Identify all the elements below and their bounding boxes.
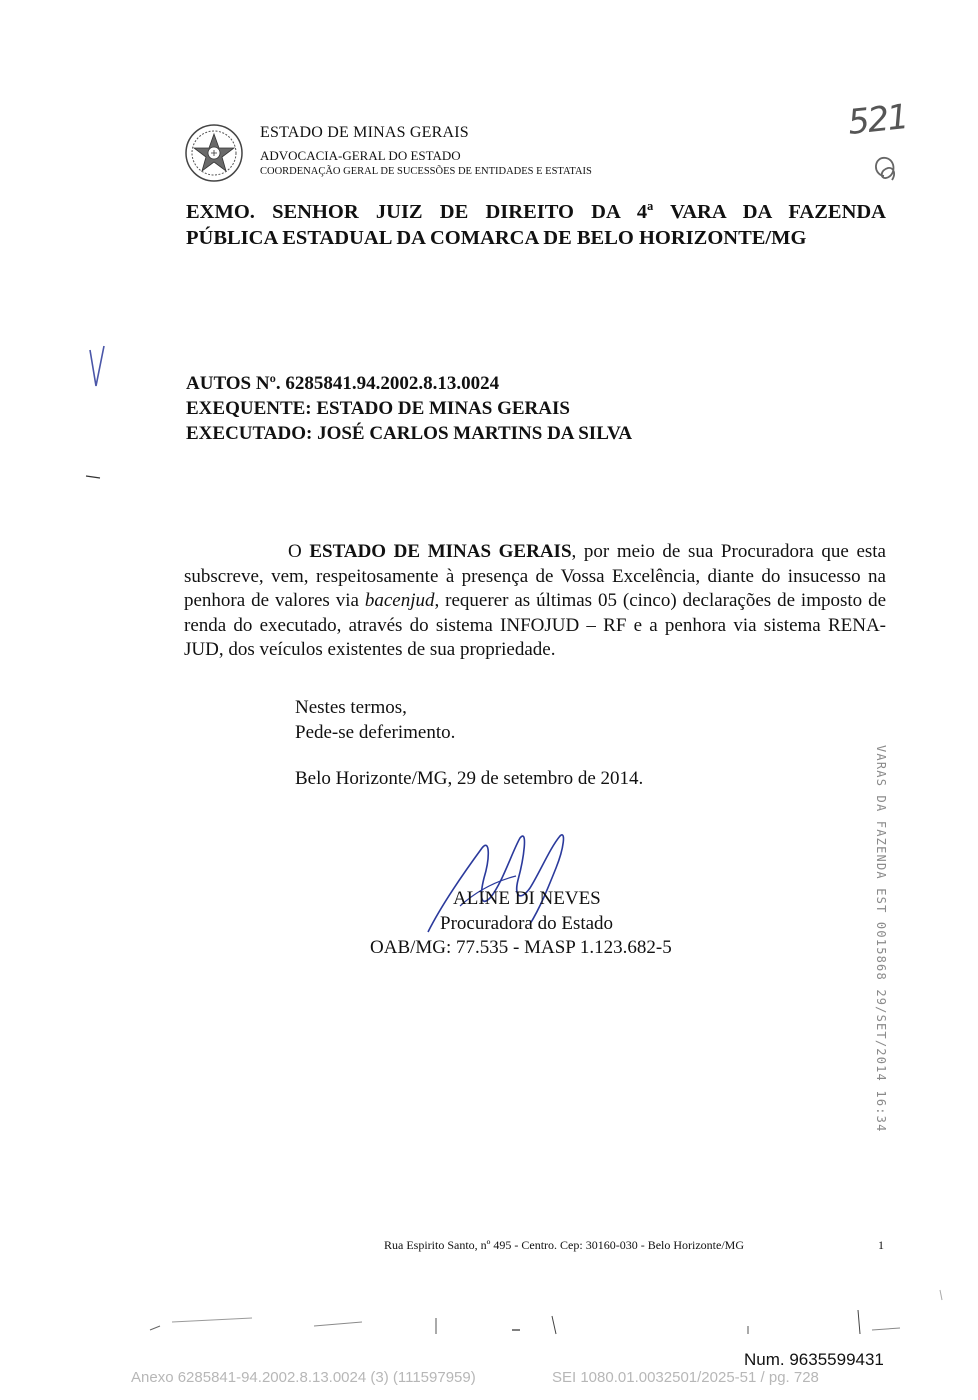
case-number: AUTOS Nº. 6285841.94.2002.8.13.0024 [186, 373, 500, 394]
sei-reference: SEI 1080.01.0032501/2025-51 / pg. 728 [552, 1369, 819, 1386]
coat-of-arms-icon [184, 122, 244, 184]
case-info [186, 371, 632, 446]
case-plaintiff: EXEQUENTE: ESTADO DE MINAS GERAIS [186, 398, 570, 419]
body-part-2: , por meio de sua Procuradora que esta subscreve, vem, respeitosamente à presença de Vossa Excelência, diante do insucesso na penhora de valores via [184, 541, 886, 612]
footer-address: Rua Espirito Santo, nº 495 - Centro. Cep: 30160-030 - Belo Horizonte/MG [384, 1238, 745, 1252]
header-coordination: COORDENAÇÃO GERAL DE SUCESSÕES DE ENTIDADES E ESTATAIS [260, 166, 592, 177]
body-bold-state: ESTADO DE MINAS GERAIS [309, 541, 572, 562]
handwritten-initial-icon [866, 146, 906, 190]
addressee-line-1: EXMO. SENHOR JUIZ DE DIREITO DA 4ª VARA DA FAZENDA [186, 201, 886, 223]
addressee [186, 199, 886, 251]
case-defendant: EXECUTADO: JOSÉ CARLOS MARTINS DA SILVA [186, 423, 633, 444]
header-state: ESTADO DE MINAS GERAIS [260, 124, 469, 141]
closing-line-1: Nestes termos, [295, 697, 407, 718]
date-line: Belo Horizonte/MG, 29 de setembro de 2014. [295, 768, 644, 789]
header-agency: ADVOCACIA-GERAL DO ESTADO [260, 148, 461, 163]
closing-line-2: Pede-se deferimento. [295, 721, 456, 743]
addressee-line-2: PÚBLICA ESTADUAL DA COMARCA DE BELO HORIZONTE/MG [186, 227, 807, 249]
signer-name: ALINE DI NEVES [453, 888, 601, 909]
body-part-1: O [288, 541, 310, 562]
page-number: 1 [878, 1238, 884, 1252]
body-italic-bacenjud: bacenjud [364, 590, 435, 612]
signer-registration: OAB/MG: 77.535 - MASP 1.123.682-5 [370, 937, 672, 958]
protocol-stamp: VARAS DA FAZENDA EST 0015868 29/SET/2014 16:34 [874, 745, 888, 1133]
handwritten-page-number: 521 [846, 97, 909, 143]
closing [295, 696, 455, 745]
body-part-3: , requerer as últimas 05 (cinco) declarações de imposto de renda do executado, através do sistema INFOJUD – RF e a penhora via sistema RENA-JUD, dos veículos existentes de sua propriedade. [184, 590, 886, 661]
petition-body [184, 540, 886, 663]
annex-reference: Anexo 6285841-94.2002.8.13.0024 (3) (111597959) [131, 1369, 476, 1386]
signer-role: Procuradora do Estado [440, 913, 614, 934]
document-id: Num. 9635599431 [744, 1350, 884, 1369]
